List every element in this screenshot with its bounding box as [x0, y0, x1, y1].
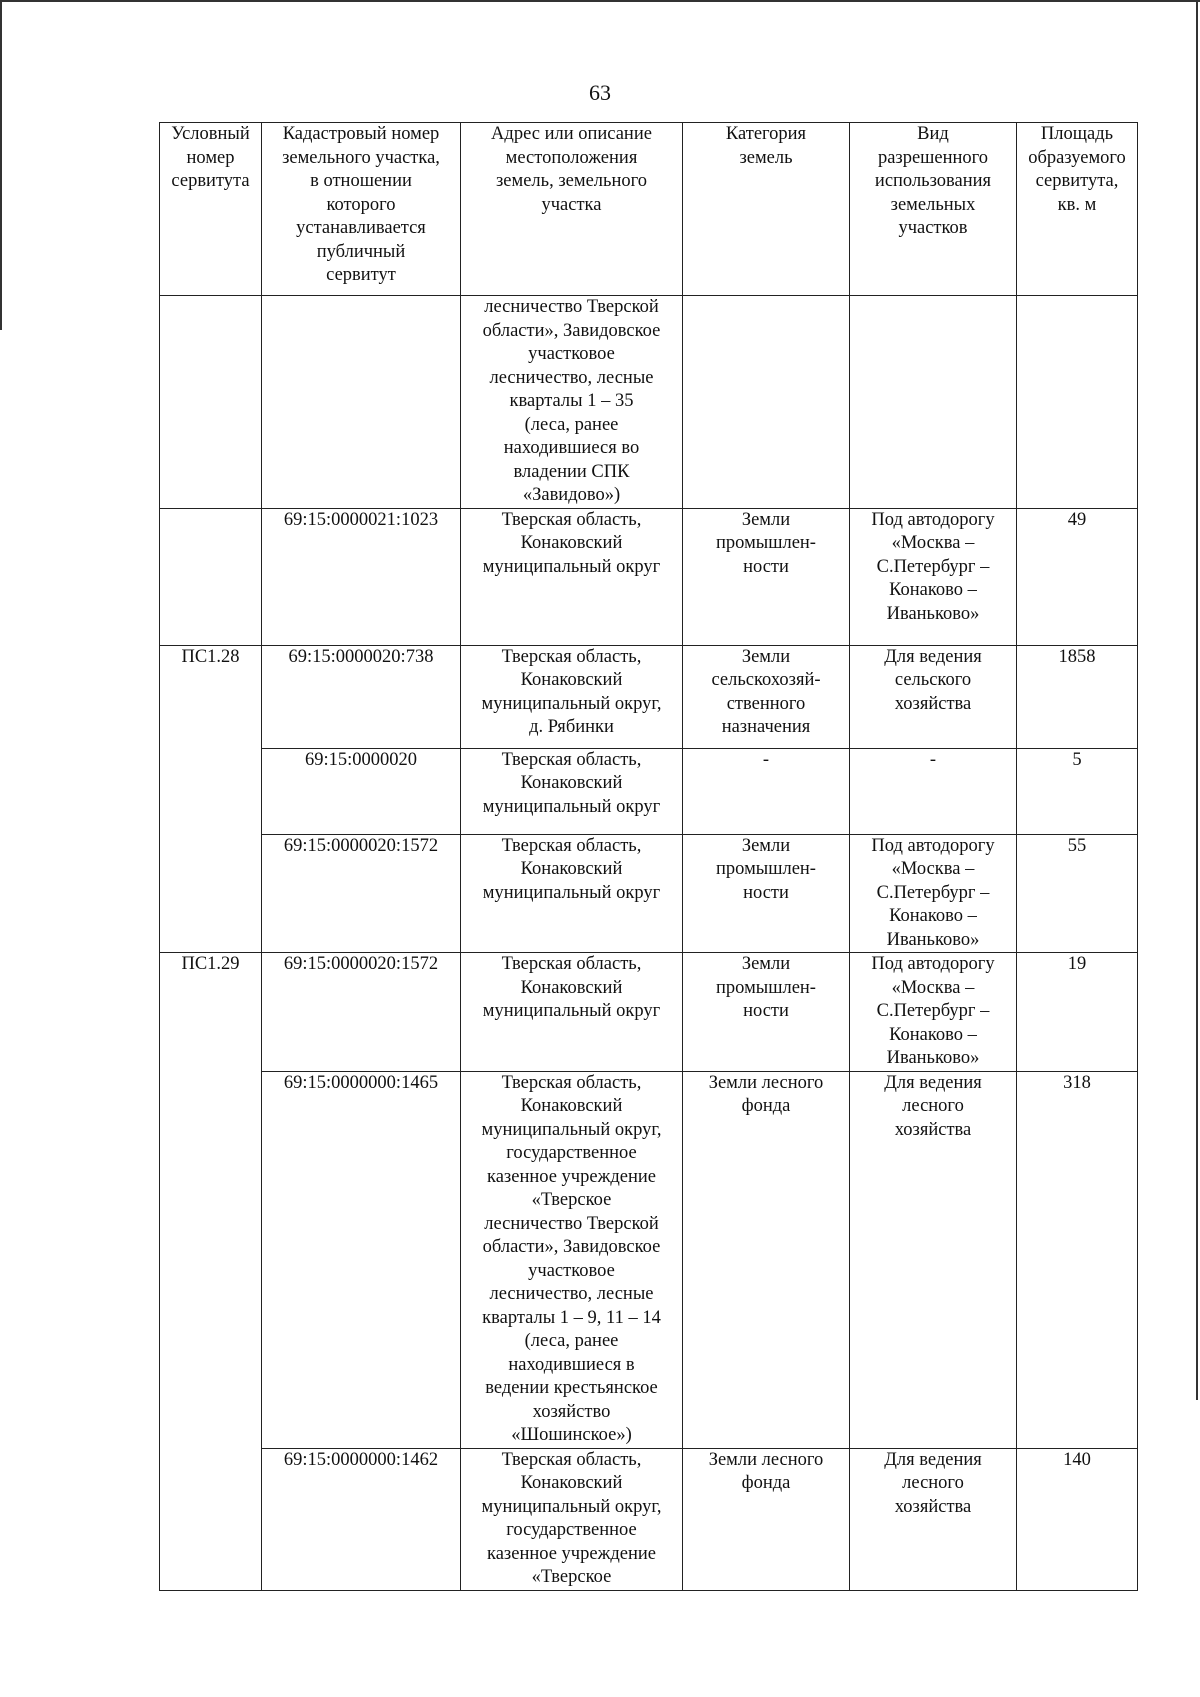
text-line: владении СПК [513, 461, 630, 482]
text-line: Конаково – [889, 1024, 977, 1045]
text-line: Конаково – [889, 580, 977, 600]
table-row [160, 834, 1138, 953]
table-row [160, 1448, 1138, 1590]
text-line: Площадь [1040, 124, 1114, 144]
text-line: 318 [1063, 1072, 1091, 1093]
text-line: 69:15:0000021:1023 [283, 509, 439, 530]
text-line: хозяйства [894, 693, 972, 714]
permitted-use-cell [850, 296, 1017, 509]
text-line: Конаковский [520, 1473, 623, 1493]
text-line: Кадастровый номер [282, 124, 440, 144]
area-cell [1017, 1071, 1138, 1448]
servitude-number-cell: ПС1.28 [160, 645, 262, 953]
text-line: Иваньково» [886, 603, 980, 624]
text-line: муниципальный округ, [481, 1119, 662, 1140]
header-servitude-number [160, 123, 262, 296]
text-line: муниципальный округ, [481, 693, 662, 714]
text-line: сельскохозяй- [711, 670, 821, 690]
text-line: Земли лесного [708, 1449, 824, 1470]
text-line: Тверская область, [501, 646, 642, 667]
text-line: лесного [902, 1096, 964, 1116]
text-line: номер [186, 147, 235, 168]
text-line: промышлен- [716, 859, 816, 879]
cadastral-number-cell [262, 645, 461, 748]
text-line: 69:15:0000020 [304, 749, 418, 770]
text-line: «Завидово») [522, 485, 621, 505]
header-cadastral-number [262, 123, 461, 296]
area-cell [1017, 953, 1138, 1072]
text-line: 5 [1072, 749, 1082, 770]
text-line: Иваньково» [886, 929, 980, 950]
table-row [160, 645, 1138, 748]
text-line: которого [326, 194, 396, 215]
text-line: области», Завидовское [482, 1237, 661, 1257]
area-cell [1017, 296, 1138, 509]
servitude-number-cell: ПС1.29 [160, 953, 262, 1591]
cadastral-number-cell [262, 296, 461, 509]
text-line: Тверская область, [501, 835, 642, 856]
text-line: С.Петербург – [876, 1001, 990, 1021]
land-category-cell [683, 1448, 850, 1590]
text-line: публичный [316, 241, 406, 262]
address-cell [461, 508, 683, 645]
header-land-category [683, 123, 850, 296]
text-line: государственное [506, 1520, 637, 1540]
address-cell [461, 748, 683, 834]
servitude-number-cell [160, 508, 262, 645]
cadastral-number-cell [262, 953, 461, 1072]
text-line: земель, земельного [496, 171, 647, 191]
text-line: лесничество Тверской [484, 1213, 659, 1234]
text-line: сервитута, [1035, 171, 1119, 191]
text-line: Адрес или описание [491, 124, 652, 144]
text-line: - [929, 749, 937, 770]
header-address [461, 123, 683, 296]
text-line: земельного участка, [282, 147, 440, 168]
text-line: лесного [902, 1473, 964, 1493]
servitude-number-cell [160, 296, 262, 509]
text-line: государственное [506, 1143, 637, 1163]
text-line: в отношении [310, 171, 412, 191]
text-line: ности [743, 1001, 789, 1021]
table-row [160, 508, 1138, 645]
text-line: находившиеся в [508, 1354, 635, 1375]
text-line: разрешенного [877, 147, 989, 168]
text-line: С.Петербург – [876, 556, 990, 577]
permitted-use-cell [850, 645, 1017, 748]
scan-edge-top [0, 0, 1200, 2]
text-line: Тверская область, [501, 1449, 642, 1470]
text-line: - [762, 749, 770, 770]
text-line: Земли [741, 509, 791, 530]
text-line: С.Петербург – [876, 882, 990, 903]
text-line: «Тверское [531, 1567, 612, 1587]
permitted-use-cell [850, 508, 1017, 645]
address-cell [461, 296, 683, 509]
text-line: Категория [725, 124, 807, 144]
text-line: «Москва – [891, 977, 975, 998]
text-line: Условный [171, 124, 250, 144]
text-line: лесничество, лесные [489, 367, 654, 388]
scan-edge-right [1196, 0, 1198, 1400]
address-cell [461, 953, 683, 1072]
land-category-cell [683, 645, 850, 748]
text-line: участковое [528, 344, 615, 364]
area-cell [1017, 508, 1138, 645]
text-line: Для ведения [884, 646, 982, 667]
text-line: Под автодорогу [871, 954, 995, 974]
text-line: кварталы 1 – 9, 11 – 14 [482, 1307, 661, 1328]
text-line: земельных [890, 194, 976, 215]
text-line: Тверская область, [501, 1072, 642, 1093]
text-line: образуемого [1028, 147, 1126, 168]
text-line: 69:15:0000020:1572 [283, 835, 439, 856]
table-row [160, 296, 1138, 509]
text-line: 69:15:0000000:1465 [283, 1072, 439, 1093]
text-line: муниципальный округ [482, 556, 661, 577]
text-line: хозяйства [894, 1119, 972, 1140]
text-line: ности [743, 882, 789, 903]
text-line: «Шошинское») [511, 1425, 632, 1445]
text-line: Конаковский [520, 1096, 623, 1116]
permitted-use-cell [850, 834, 1017, 953]
land-category-cell [683, 748, 850, 834]
land-category-cell [683, 953, 850, 1072]
text-line: 55 [1067, 835, 1087, 856]
table-row [160, 1071, 1138, 1448]
text-line: кварталы 1 – 35 [509, 391, 634, 411]
area-cell [1017, 748, 1138, 834]
text-line: муниципальный округ [482, 1001, 661, 1021]
text-line: Для ведения [884, 1072, 982, 1093]
text-line: Конаково – [889, 906, 977, 926]
text-line: Тверская область, [501, 749, 642, 770]
header-permitted-use [850, 123, 1017, 296]
text-line: 140 [1063, 1449, 1091, 1470]
text-line: Для ведения [884, 1449, 982, 1470]
text-line: промышлен- [716, 533, 816, 553]
text-line: сельского [894, 670, 972, 690]
text-line: «Москва – [891, 859, 975, 879]
area-cell [1017, 1448, 1138, 1590]
text-line: земель [739, 147, 793, 168]
text-line: Конаковский [520, 977, 623, 998]
table-header-row [160, 123, 1138, 296]
text-line: хозяйства [894, 1496, 972, 1517]
text-line: д. Рябинки [529, 717, 614, 737]
text-line: «Тверское [531, 1190, 612, 1210]
land-category-cell [683, 508, 850, 645]
text-line: Конаковский [520, 533, 623, 553]
address-cell [461, 1071, 683, 1448]
text-line: Конаковский [520, 670, 623, 690]
land-category-cell [683, 834, 850, 953]
text-line: лесничество, лесные [489, 1284, 654, 1304]
permitted-use-cell [850, 1071, 1017, 1448]
text-line: Под автодорогу [871, 835, 995, 856]
address-cell [461, 645, 683, 748]
text-line: фонда [741, 1473, 791, 1493]
text-line: находившиеся во [503, 438, 640, 458]
text-line: Земли лесного [708, 1072, 824, 1093]
table-row [160, 748, 1138, 834]
cadastral-number-cell [262, 834, 461, 953]
text-line: 49 [1067, 509, 1087, 530]
permitted-use-cell [850, 748, 1017, 834]
text-line: кв. м [1057, 194, 1097, 215]
cadastral-number-cell [262, 748, 461, 834]
address-cell [461, 1448, 683, 1590]
text-line: муниципальный округ, [481, 1496, 662, 1517]
text-line: 69:15:0000000:1462 [283, 1449, 439, 1470]
area-cell [1017, 645, 1138, 748]
text-line: фонда [741, 1096, 791, 1116]
header-area [1017, 123, 1138, 296]
text-line: сервитута [171, 171, 250, 191]
permitted-use-cell [850, 1448, 1017, 1590]
table-row [160, 953, 1138, 1072]
servitude-table [159, 122, 1138, 1591]
text-line: казенное учреждение [487, 1166, 656, 1187]
text-line: Иваньково» [886, 1048, 980, 1068]
text-line: устанавливается [296, 218, 426, 238]
text-line: промышлен- [716, 977, 816, 998]
land-category-cell [683, 1071, 850, 1448]
text-line: муниципальный округ [482, 882, 661, 903]
text-line: лесничество Тверской [484, 297, 659, 317]
text-line: 1858 [1058, 646, 1096, 667]
text-line: ственного [726, 693, 806, 714]
area-cell [1017, 834, 1138, 953]
text-line: назначения [721, 717, 811, 737]
text-line: ности [743, 556, 789, 577]
text-line: участка [541, 194, 602, 215]
text-line: местоположения [505, 147, 638, 168]
text-line: 19 [1067, 954, 1087, 974]
text-line: использования [874, 171, 992, 191]
permitted-use-cell [850, 953, 1017, 1072]
text-line: Конаковский [520, 859, 623, 879]
text-line: Под автодорогу [871, 509, 995, 530]
text-line: сервитут [326, 265, 396, 285]
text-line: Земли [741, 646, 791, 667]
address-cell [461, 834, 683, 953]
cadastral-number-cell [262, 508, 461, 645]
text-line: Конаковский [520, 773, 623, 793]
text-line: области», Завидовское [482, 320, 661, 341]
text-line: «Москва – [891, 533, 975, 553]
scan-edge-left [0, 0, 2, 330]
text-line: 69:15:0000020:738 [288, 646, 434, 667]
cadastral-number-cell [262, 1448, 461, 1590]
text-line: хозяйство [532, 1401, 611, 1422]
text-line: Тверская область, [501, 509, 642, 530]
text-line: Тверская область, [501, 954, 642, 974]
text-line: Вид [917, 124, 949, 144]
text-line: муниципальный округ [482, 796, 661, 817]
text-line: (леса, ранее [524, 414, 619, 435]
text-line: участков [898, 218, 968, 238]
land-category-cell [683, 296, 850, 509]
page-number: 63 [589, 80, 611, 105]
text-line: участковое [528, 1260, 615, 1281]
text-line: Земли [741, 954, 791, 974]
cadastral-number-cell [262, 1071, 461, 1448]
text-line: Земли [741, 835, 791, 856]
text-line: (леса, ранее [524, 1331, 619, 1351]
text-line: казенное учреждение [487, 1543, 656, 1564]
text-line: 69:15:0000020:1572 [283, 954, 439, 974]
text-line: ведении крестьянское [485, 1378, 658, 1398]
